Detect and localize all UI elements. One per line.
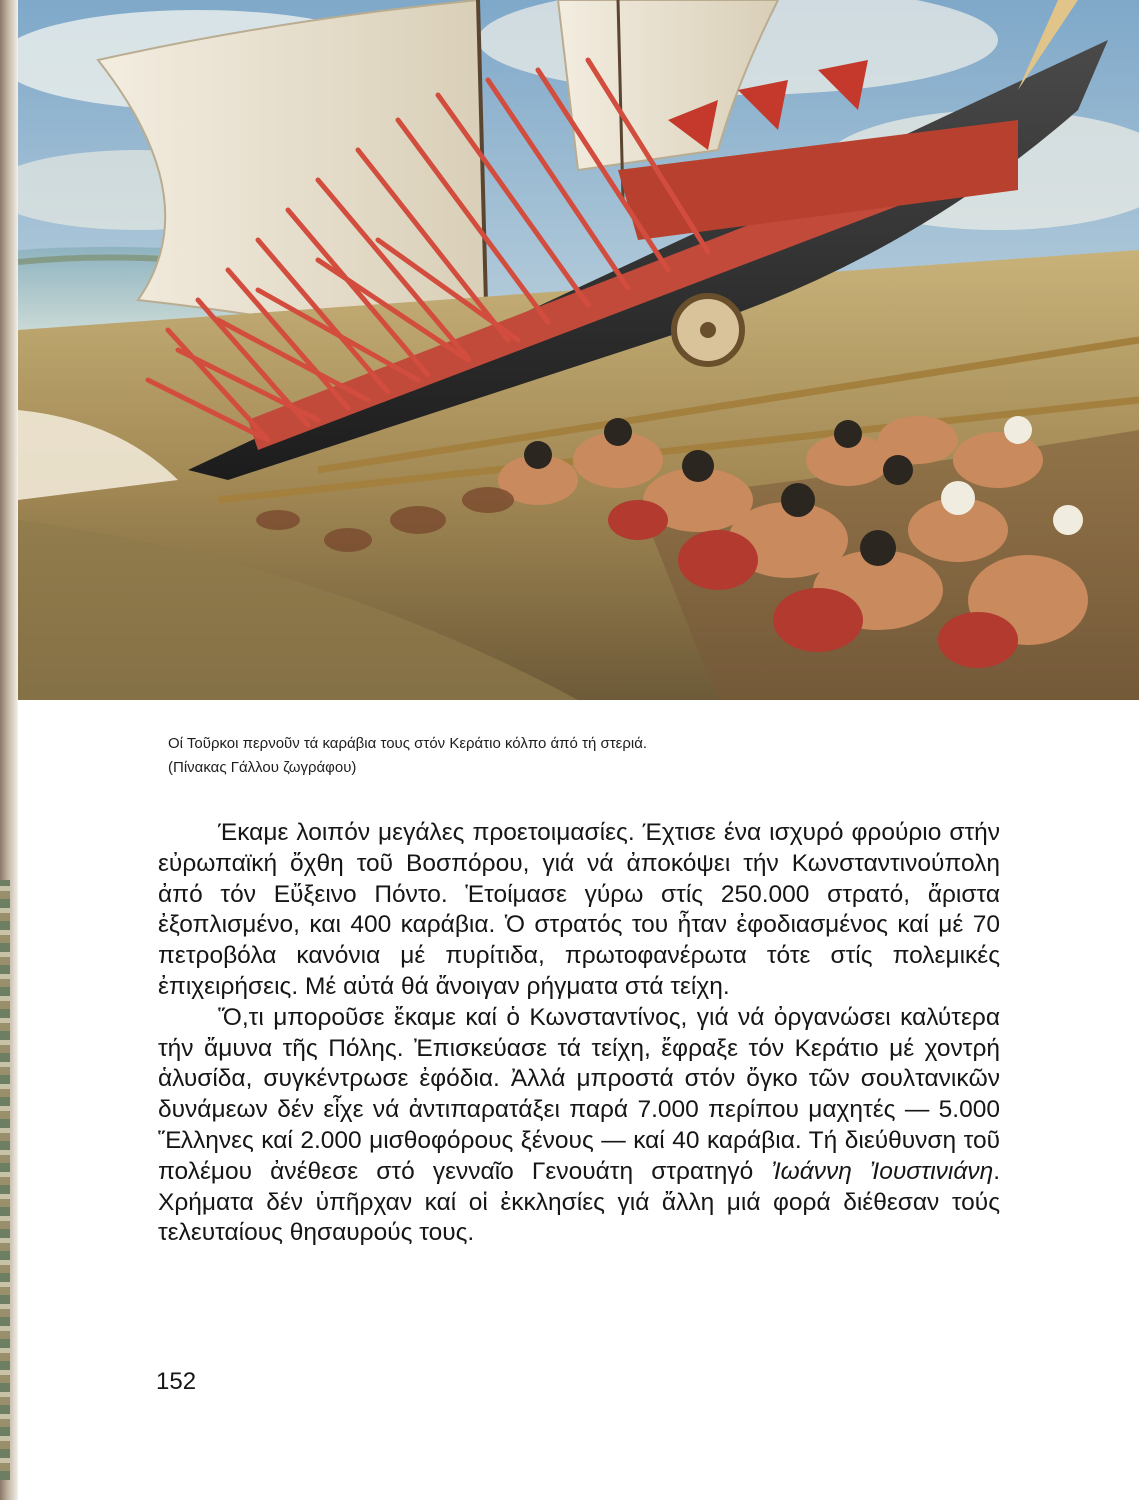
paragraph-2-name-italic: Ἰωάννη Ἰουστινιάνη <box>771 1157 994 1185</box>
adjacent-page-strip <box>0 880 10 1480</box>
caption-line-1: Οί Τοῦρκοι περνοῦν τά καράβια τους στόν Κεράτιο κόλπο άπό τή στεριά. <box>168 735 648 752</box>
paragraph-2-end: . Χρήματα δέν ὑπῆρχαν καί οἱ ἐκκλησίες γιά ἄλλη μιά φορά διέθεσαν τούς τελευταίους θησαυρούς τους. <box>158 1157 1001 1247</box>
page-number: 152 <box>156 1368 197 1395</box>
caption-line-2: (Πίνακας Γάλλου ζωγράφου) <box>168 759 357 776</box>
page-edge-binding <box>0 0 18 1500</box>
painting-ships-on-land-image <box>18 0 1139 700</box>
paragraph-2-text: Ὅ,τι μποροῦσε ἔκαμε καί ὁ Κωνσταντίνος, γιά νά ὀργανώσει καλύτερα τήν ἄμυνα τῆς Πόλης. Ἐπισκεύασε τά τείχη, ἔφραξε τόν Κεράτιο μέ χοντρή ἁλυσίδα, συγκέντρωσε ἐφόδια. Ἀλλά μπροστά στόν ὄγκο τῶν σουλτανικῶν δυνάμεων δέν εἶχε νά ἀντιπαρατάξει παρά 7.000 περίπου μαχητές — 5.000 Ἕλληνες καί 2.000 μισθοφόρους ξένους — καί 40 καράβια. Τή διεύθυνση τοῦ πολέμου ἀνέθεσε στό γενναῖο Γενουάτη στρατηγό <box>158 1003 1000 1185</box>
figure-caption <box>168 732 968 780</box>
paragraph-1: Έκαμε λοιπόν μεγάλες προετοιμασίες. Έχτισε ένα ισχυρό φρούριο στήν εὐρωπαϊκή ὄχθη τοῦ Βοσπόρου, γιά νά ἀποκόψει τήν Κωνσταντινούπολη ἀπό τόν Εὔξεινο Πόντο. Ἑτοίμασε γύρω στίς 250.000 στρατό, ἄριστα ἐξοπλισμένο, και 400 καράβια. Ὁ στρατός του ἦταν ἐφοδιασμένος καί μέ 70 πετροβόλα κανόνια μέ πυρίτιδα, πρωτοφανέρωτα τότε στίς πολεμικές ἐπιχειρήσεις. Μέ αὐτά θά ἄνοιγαν ρήγματα στά τείχη. <box>158 819 1000 1000</box>
paragraph-2 <box>158 1003 1000 1249</box>
body-text <box>158 818 1000 1249</box>
painting-illustration <box>18 0 1139 700</box>
